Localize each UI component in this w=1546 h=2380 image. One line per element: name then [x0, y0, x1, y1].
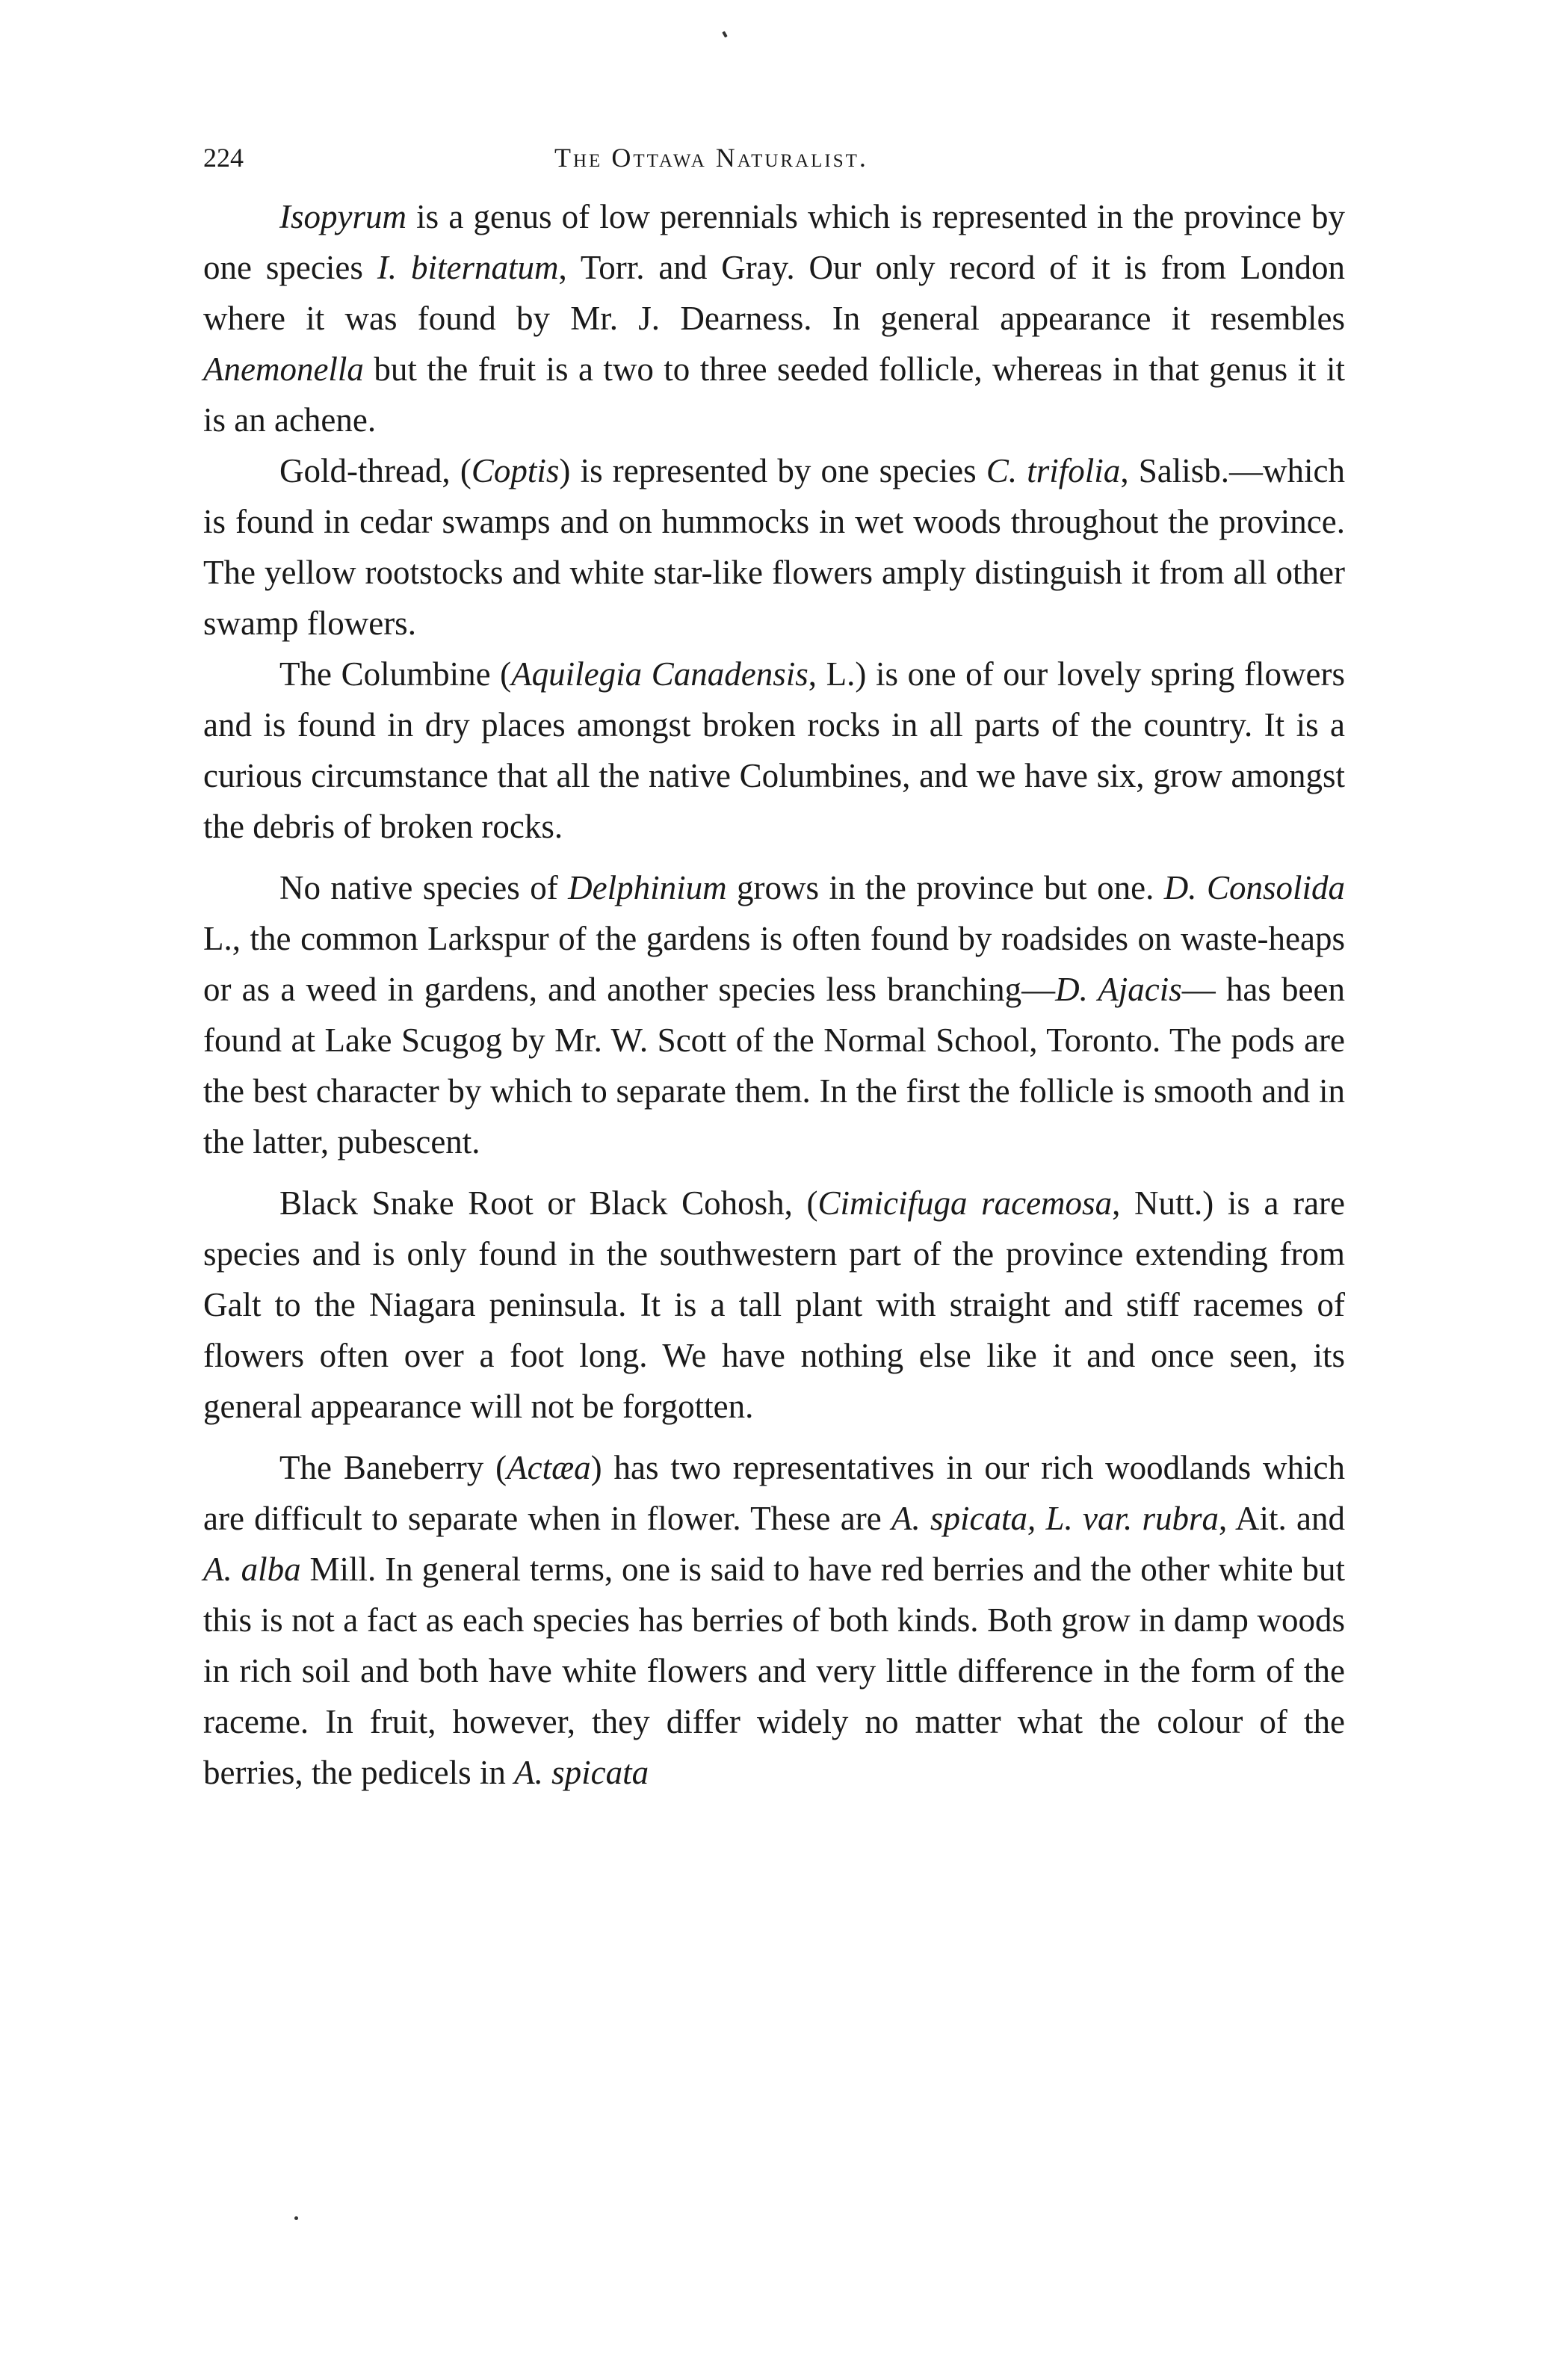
italic-term: A. spicata — [514, 1754, 649, 1791]
text-run: , Nutt.) is a rare species and is only found in the southwestern part of the province extending from Galt to the Niagara peninsula. It is a tall plant with straight and stiff racemes of flowers often over a foot long. We have nothing else like it and once seen, its general appearance will not be forgotten. — [203, 1184, 1345, 1425]
italic-term: Isopyrum — [279, 198, 406, 235]
page-number: 224 — [203, 143, 244, 173]
italic-term: A. alba — [203, 1551, 301, 1588]
text-run: , Torr. and Gray. Our only record of it is from London where it was found by Mr. J. Dearness. In general appearance it resembles — [203, 249, 1345, 337]
paragraph-delphinium — [203, 862, 1345, 1167]
paragraph-isopyrum — [203, 191, 1345, 445]
italic-term: C. trifolia — [986, 452, 1121, 489]
italic-term: Delphinium — [568, 869, 727, 906]
text-run: grows in the province but one. — [726, 869, 1164, 906]
italic-term: D. Consolida — [1163, 869, 1345, 906]
text-run: , Salisb.—which is found in cedar swamps and on hummocks in wet woods throughout the province. The yellow rootstocks and white star-like flowers amply distinguish it from all other swamp flowers. — [203, 452, 1345, 642]
italic-term: Coptis — [471, 452, 560, 489]
journal-title: The Ottawa Naturalist. — [554, 143, 868, 173]
text-run: but the fruit is a two to three seeded follicle, whereas in that genus it it is an achene. — [203, 350, 1345, 439]
scan-speck-bottom — [294, 2216, 298, 2220]
scan-speck-top — [722, 31, 727, 38]
page — [203, 142, 1345, 1798]
italic-term: A. spicata, L. var. rubra — [891, 1500, 1219, 1537]
text-run: The Columbine ( — [279, 655, 512, 693]
paragraph-coptis — [203, 445, 1345, 649]
text-run: — has been found at Lake Scugog by Mr. W. Scott of the Normal School, Toronto. The pods are the best character by which to separate them. In the first the follicle is smooth and in the latter, pubescent. — [203, 971, 1345, 1160]
text-run: ) has two representatives in our rich woodlands which are difficult to separate when in flower. These are — [203, 1449, 1345, 1537]
paragraph-baneberry — [203, 1442, 1345, 1798]
text-run: No native species of — [279, 869, 569, 906]
text-run: Black Snake Root or Black Cohosh, ( — [279, 1184, 818, 1222]
text-run: L., the common Larkspur of the gardens is often found by roadsides on waste-heaps or as a weed in gardens, and another species less branching— — [203, 920, 1345, 1008]
paragraph-columbine — [203, 649, 1345, 852]
text-run: ) is represented by one species — [559, 452, 986, 489]
running-head — [203, 142, 1345, 187]
text-run: The Baneberry ( — [279, 1449, 507, 1486]
italic-term: Aquilegia Canadensis — [511, 655, 808, 693]
text-run: , Ait. and — [1219, 1500, 1345, 1537]
italic-term: Cimicifuga racemosa — [817, 1184, 1113, 1222]
italic-term: D. Ajacis — [1055, 971, 1182, 1008]
paragraph-black-cohosh — [203, 1178, 1345, 1432]
italic-term: Actæa — [507, 1449, 591, 1486]
text-run: Gold-thread, ( — [279, 452, 471, 489]
article-body — [203, 191, 1345, 1798]
text-run: is a genus of low perennials which is represented in the province by one species — [203, 198, 1345, 286]
text-run: Mill. In general terms, one is said to have red berries and the other white but this is not a fact as each species has berries of both kinds. Both grow in damp woods in rich soil and both have white flowers and very little difference in the form of the raceme. In fruit, however, they differ widely no matter what the colour of the berries, the pedicels in — [203, 1551, 1345, 1791]
italic-term: I. biternatum — [377, 249, 559, 286]
italic-term: Anemonella — [203, 350, 364, 388]
text-run: , L.) is one of our lovely spring flowers and is found in dry places amongst broken rocks in all parts of the country. It is a curious circumstance that all the native Columbines, and we have six, grow amongst the debris of broken rocks. — [203, 655, 1345, 845]
